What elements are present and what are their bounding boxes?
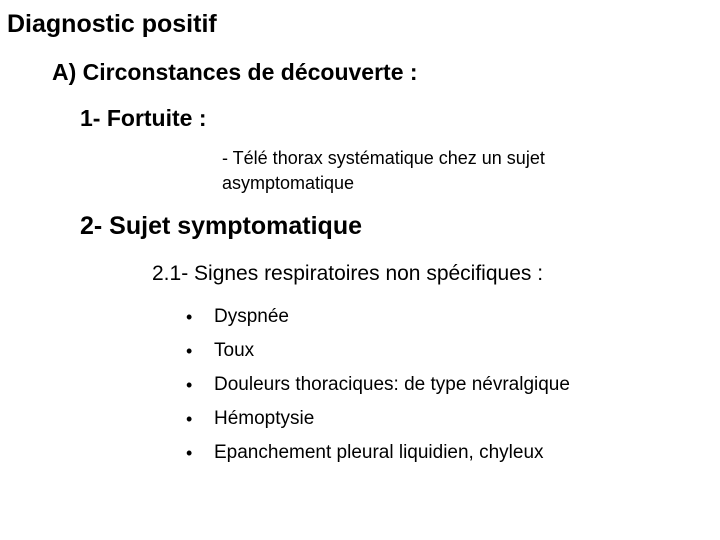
- bullet-icon: •: [186, 306, 193, 327]
- list-item-label: Dyspnée: [214, 306, 289, 327]
- item-2-heading: 2- Sujet symptomatique: [80, 212, 362, 240]
- symptom-list: [186, 300, 570, 470]
- list-item-label: Douleurs thoraciques: de type névralgique: [214, 374, 570, 395]
- item-1-detail: - Télé thorax systématique chez un sujet asymptomatique: [222, 148, 545, 193]
- list-item-label: Epanchement pleural liquidien, chyleux: [214, 442, 544, 463]
- bullet-icon: •: [186, 374, 193, 395]
- section-a-heading: A) Circonstances de découverte :: [52, 59, 418, 85]
- item-1-heading: 1- Fortuite :: [80, 105, 207, 131]
- sub-item-2-1-heading: 2.1- Signes respiratoires non spécifiques :: [152, 262, 544, 285]
- list-item: [186, 402, 570, 436]
- slide-title: Diagnostic positif: [7, 10, 217, 38]
- bullet-icon: •: [186, 442, 193, 463]
- list-item: [186, 368, 570, 402]
- list-item: [186, 436, 570, 470]
- bullet-icon: •: [186, 408, 193, 429]
- list-item-label: Hémoptysie: [214, 408, 315, 429]
- list-item: [186, 334, 570, 368]
- list-item-label: Toux: [214, 340, 255, 361]
- bullet-icon: •: [186, 340, 193, 361]
- list-item: [186, 300, 570, 334]
